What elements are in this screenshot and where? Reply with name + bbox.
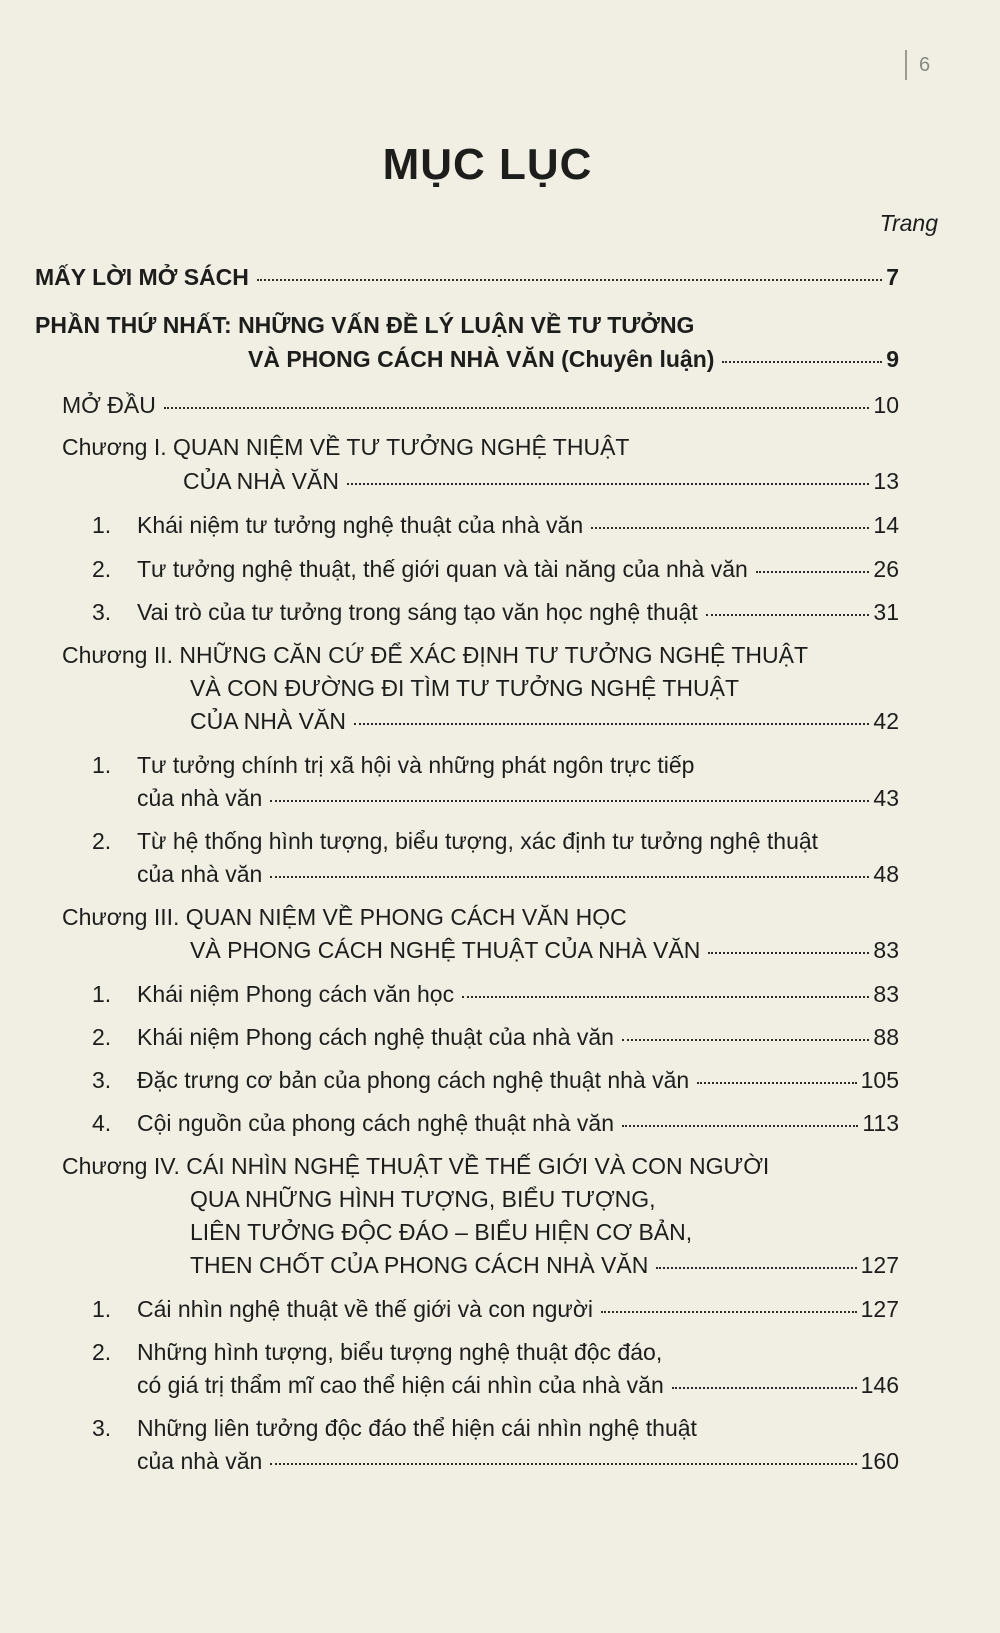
dot-leader	[672, 1387, 857, 1389]
toc-item[interactable]	[137, 1067, 899, 1094]
toc-entry-chapter-3[interactable]	[190, 937, 899, 964]
dot-leader	[722, 361, 882, 363]
toc-entry-page: 13	[873, 468, 899, 494]
dot-leader	[270, 876, 869, 878]
toc-item[interactable]	[137, 1372, 899, 1399]
toc-item-page: 26	[873, 556, 899, 582]
toc-entry-part-1[interactable]	[248, 346, 899, 373]
toc-item-page: 31	[873, 599, 899, 625]
dot-leader	[591, 527, 869, 529]
toc-item[interactable]	[137, 785, 899, 812]
toc-item-title[interactable]: Từ hệ thống hình tượng, biểu tượng, xác định tư tưởng nghệ thuật	[137, 828, 819, 854]
toc-entry-chapter-4[interactable]	[190, 1252, 899, 1279]
toc-item[interactable]	[137, 1448, 899, 1475]
toc-item-title: Khái niệm Phong cách nghệ thuật của nhà văn	[137, 1024, 614, 1050]
toc-item-number: 1.	[92, 1296, 112, 1322]
toc-item[interactable]	[137, 861, 899, 888]
toc-chapter-title[interactable]: Chương I. QUAN NIỆM VỀ TƯ TƯỞNG NGHỆ THUẬT	[62, 434, 630, 460]
toc-entry-chapter-1[interactable]	[183, 468, 899, 495]
dot-leader	[354, 723, 869, 725]
toc-part-title[interactable]: PHẦN THỨ NHẤT: NHỮNG VẤN ĐỀ LÝ LUẬN VỀ TƯ TƯỞNG	[35, 312, 695, 338]
toc-item-number: 2.	[92, 828, 112, 854]
toc-item-title[interactable]: Tư tưởng chính trị xã hội và những phát ngôn trực tiếp	[137, 752, 695, 778]
dot-leader	[462, 996, 869, 998]
toc-entry-intro[interactable]	[62, 392, 899, 419]
dot-leader	[257, 279, 882, 281]
toc-entry-preface[interactable]	[35, 264, 899, 291]
toc-item-title: Khái niệm tư tưởng nghệ thuật của nhà văn	[137, 512, 584, 538]
toc-entry-page: 7	[886, 264, 899, 290]
toc-entry-page: 127	[860, 1252, 899, 1278]
page-number: 6	[905, 50, 930, 80]
dot-leader	[622, 1039, 869, 1041]
dot-leader	[706, 614, 870, 616]
toc-entry-title: MẤY LỜI MỞ SÁCH	[35, 264, 249, 290]
toc-item-number: 1.	[92, 981, 112, 1007]
toc-item-number: 2.	[92, 1339, 112, 1365]
toc-item[interactable]	[137, 1296, 899, 1323]
toc-entry-title: CỦA NHÀ VĂN	[183, 468, 339, 494]
toc-item-page: 43	[873, 785, 899, 811]
toc-item[interactable]	[137, 981, 899, 1008]
dot-leader	[708, 952, 869, 954]
dot-leader	[270, 1463, 856, 1465]
page-title: MỤC LỤC	[382, 140, 593, 189]
dot-leader	[697, 1082, 856, 1084]
toc-item-title: Cái nhìn nghệ thuật về thế giới và con người	[137, 1296, 594, 1322]
toc-item[interactable]	[137, 599, 899, 626]
toc-entry-title: CỦA NHÀ VĂN	[190, 708, 346, 734]
toc-item-title: có giá trị thẩm mĩ cao thể hiện cái nhìn của nhà văn	[137, 1372, 664, 1398]
toc-entry-page: 9	[886, 346, 899, 372]
dot-leader	[656, 1267, 856, 1269]
dot-leader	[164, 407, 870, 409]
toc-chapter-title[interactable]: VÀ CON ĐƯỜNG ĐI TÌM TƯ TƯỞNG NGHỆ THUẬT	[190, 675, 740, 701]
toc-item-page: 127	[860, 1296, 899, 1322]
toc-item-title: của nhà văn	[137, 1448, 263, 1474]
toc-item-number: 3.	[92, 599, 112, 625]
toc-item[interactable]	[137, 1110, 899, 1137]
toc-item-title[interactable]: Những liên tưởng độc đáo thể hiện cái nhìn nghệ thuật	[137, 1415, 697, 1441]
dot-leader	[270, 800, 869, 802]
toc-chapter-title[interactable]: Chương IV. CÁI NHÌN NGHỆ THUẬT VỀ THẾ GIỚI VÀ CON NGƯỜI	[62, 1153, 770, 1179]
toc-item-page: 105	[860, 1067, 899, 1093]
toc-item-page: 146	[860, 1372, 899, 1398]
dot-leader	[347, 483, 869, 485]
toc-item-number: 2.	[92, 556, 112, 582]
toc-entry-page: 42	[873, 708, 899, 734]
toc-item-number: 2.	[92, 1024, 112, 1050]
toc-item[interactable]	[137, 1024, 899, 1051]
toc-item-title: Đặc trưng cơ bản của phong cách nghệ thuật nhà văn	[137, 1067, 690, 1093]
toc-item[interactable]	[137, 556, 899, 583]
toc-item-number: 3.	[92, 1415, 112, 1441]
dot-leader	[601, 1311, 857, 1313]
toc-chapter-title[interactable]: Chương II. NHỮNG CĂN CỨ ĐỂ XÁC ĐỊNH TƯ TƯỞNG NGHỆ THUẬT	[62, 642, 809, 668]
toc-item-page: 48	[873, 861, 899, 887]
toc-item-title: của nhà văn	[137, 861, 263, 887]
toc-item-number: 4.	[92, 1110, 112, 1136]
toc-item-title: Tư tưởng nghệ thuật, thế giới quan và tài năng của nhà văn	[137, 556, 748, 582]
toc-item-number: 1.	[92, 512, 112, 538]
toc-item-page: 83	[873, 981, 899, 1007]
toc-item-page: 113	[862, 1110, 899, 1136]
toc-item-title: Vai trò của tư tưởng trong sáng tạo văn học nghệ thuật	[137, 599, 698, 625]
page-column-label: Trang	[879, 210, 938, 236]
toc-item-number: 3.	[92, 1067, 112, 1093]
dot-leader	[756, 571, 870, 573]
toc-item-title[interactable]: Những hình tượng, biểu tượng nghệ thuật độc đáo,	[137, 1339, 663, 1365]
toc-chapter-title[interactable]: LIÊN TƯỞNG ĐỘC ĐÁO – BIỂU HIỆN CƠ BẢN,	[190, 1219, 693, 1245]
toc-chapter-title[interactable]: Chương III. QUAN NIỆM VỀ PHONG CÁCH VĂN HỌC	[62, 904, 627, 930]
toc-entry-title: THEN CHỐT CỦA PHONG CÁCH NHÀ VĂN	[190, 1252, 649, 1278]
dot-leader	[622, 1125, 858, 1127]
toc-item-number: 1.	[92, 752, 112, 778]
toc-item-title: Khái niệm Phong cách văn học	[137, 981, 455, 1007]
toc-item-page: 160	[860, 1448, 899, 1474]
toc-entry-page: 10	[873, 392, 899, 418]
toc-item-page: 88	[873, 1024, 899, 1050]
toc-entry-title: VÀ PHONG CÁCH NGHỆ THUẬT CỦA NHÀ VĂN	[190, 937, 701, 963]
toc-entry-chapter-2[interactable]	[190, 708, 899, 735]
toc-item-page: 14	[873, 512, 899, 538]
toc-item-title: Cội nguồn của phong cách nghệ thuật nhà văn	[137, 1110, 614, 1136]
toc-item-title: của nhà văn	[137, 785, 263, 811]
toc-chapter-title[interactable]: QUA NHỮNG HÌNH TƯỢNG, BIỂU TƯỢNG,	[190, 1186, 656, 1212]
toc-entry-title: MỞ ĐẦU	[62, 392, 156, 418]
toc-entry-title: VÀ PHONG CÁCH NHÀ VĂN (Chuyên luận)	[248, 346, 715, 372]
toc-item[interactable]	[137, 512, 899, 539]
toc-entry-page: 83	[873, 937, 899, 963]
